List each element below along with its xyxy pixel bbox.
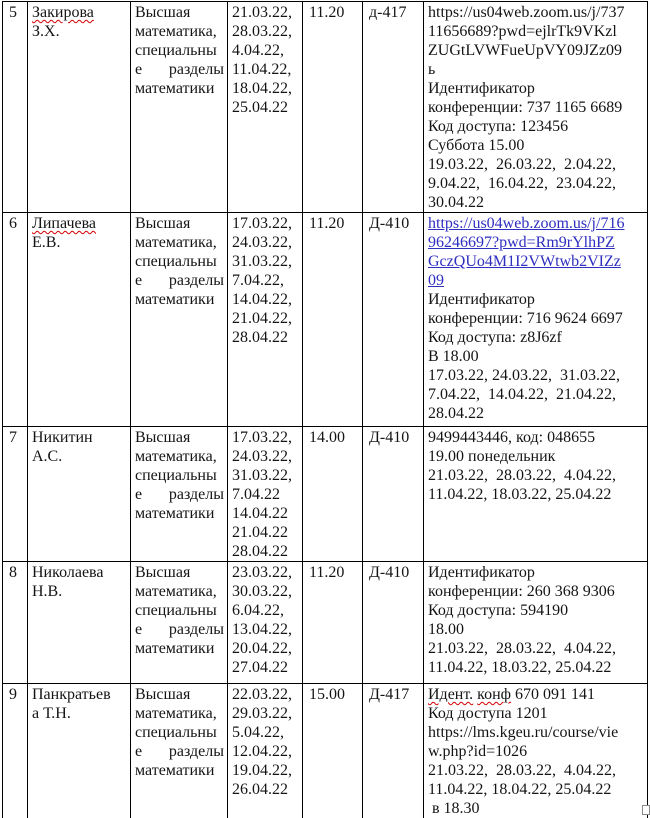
conference-details: Код доступа 1201 https://lms.kgeu.ru/course/vie w.php?id=1026 21.03.22, 28.03.22, 4.04.22, 11.04.22, 18.04.22, 25.04.22 в 18.30 (428, 705, 619, 817)
name-initials: А.С. (32, 448, 63, 465)
name-initials: Е.В. (32, 234, 61, 251)
zoom-meeting-link[interactable]: https://us04web.zoom.us/j/716 96246697?pwd=Rm9rYlhPZ GczQUo4M1I2VWtwb2VIZz 09 (428, 215, 625, 289)
dates-cell: 22.03.22, 29.03.22, 5.04.22, 12.04.22, 19.04.22, 26.04.22 (228, 684, 303, 818)
row-number: 9 (3, 684, 28, 818)
time-cell: 15.00 (303, 684, 363, 818)
misspelled-word: Закирова (32, 4, 94, 21)
dates-cell: 17.03.22, 24.03.22, 31.03.22, 7.04.22, 14.04.22, 21.04.22, 28.04.22 (228, 213, 303, 427)
dates-cell: 17.03.22, 24.03.22, 31.03.22, 7.04.22 14.04.22 21.04.22 28.04.22 (228, 427, 303, 562)
table-row (3, 427, 648, 562)
teacher-name-cell (28, 2, 131, 213)
teacher-name-cell: Панкратьев а Т.Н. (28, 684, 131, 818)
row-number: 5 (3, 2, 28, 213)
info-cell (424, 684, 648, 818)
name-initials: З.Х. (32, 23, 60, 40)
room-cell: д-417 (363, 2, 424, 213)
conference-details: Идентификатор конференции: 716 9624 6697 Код доступа: z8J6zf В 18.00 17.03.22, 24.03.22, 31.03.22, 7.04.22, 14.04.22, 21.04.22, 28.04.22 (428, 291, 623, 422)
schedule-table (2, 1, 648, 818)
subject-cell: Высшая математика, специальны е разделы математики (131, 562, 228, 684)
dates-cell: 21.03.22, 28.03.22, 4.04.22, 11.04.22, 18.04.22, 25.04.22 (228, 2, 303, 213)
teacher-name-cell: Никитин А.С. (28, 427, 131, 562)
subject-cell: Высшая математика, специальны е разделы математики (131, 213, 228, 427)
subject-cell: Высшая математика, специальны е разделы математики (131, 2, 228, 213)
room-cell: Д-410 (363, 562, 424, 684)
info-cell: https://us04web.zoom.us/j/737 11656689?pwd=ejlrTk9VKzl ZUGtLVWFueUpVY09JZz09 ь Идентификатор конференции: 737 1165 6689 Код доступа: 123456 Суббота 15.00 19.03.22, 26.03.22, 2.04.22, 9.04.22, 16.04.22, 23.04.22, 30.04.22 (424, 2, 648, 213)
table-resize-handle-icon[interactable] (642, 805, 650, 815)
name-initials: Н.В. (32, 583, 63, 600)
info-cell (424, 213, 648, 427)
room-cell: Д-410 (363, 427, 424, 562)
info-cell: 9499443446, код: 048655 19.00 понедельник 21.03.22, 28.03.22, 4.04.22, 11.04.22, 18.03.22, 25.04.22 (424, 427, 648, 562)
time-cell: 11.20 (303, 2, 363, 213)
teacher-name-cell (28, 213, 131, 427)
teacher-name-cell: Николаева Н.В. (28, 562, 131, 684)
room-cell: Д-417 (363, 684, 424, 818)
table-row (3, 562, 648, 684)
time-cell: 14.00 (303, 427, 363, 562)
table-row (3, 213, 648, 427)
misspelled-word: Идент. (428, 686, 474, 703)
subject-cell: Высшая математика, специальны е разделы математики (131, 684, 228, 818)
time-cell: 11.20 (303, 213, 363, 427)
subject-cell: Высшая математика, специальны е разделы математики (131, 427, 228, 562)
table-row (3, 2, 648, 213)
row-number: 6 (3, 213, 28, 427)
time-cell: 11.20 (303, 562, 363, 684)
misspelled-word: Липачева (32, 215, 97, 232)
misspelled-word: конф (477, 686, 512, 703)
conference-id: 670 091 141 (515, 686, 596, 703)
table-row (3, 684, 648, 818)
info-cell: Идентификатор конференции: 260 368 9306 Код доступа: 594190 18.00 21.03.22, 28.03.22, 4.04.22, 11.04.22, 18.03.22, 25.04.22 (424, 562, 648, 684)
room-cell: Д-410 (363, 213, 424, 427)
row-number: 8 (3, 562, 28, 684)
row-number: 7 (3, 427, 28, 562)
name-initials: а Т.Н. (32, 705, 71, 722)
dates-cell: 23.03.22, 30.03.22, 6.04.22, 13.04.22, 20.04.22, 27.04.22 (228, 562, 303, 684)
